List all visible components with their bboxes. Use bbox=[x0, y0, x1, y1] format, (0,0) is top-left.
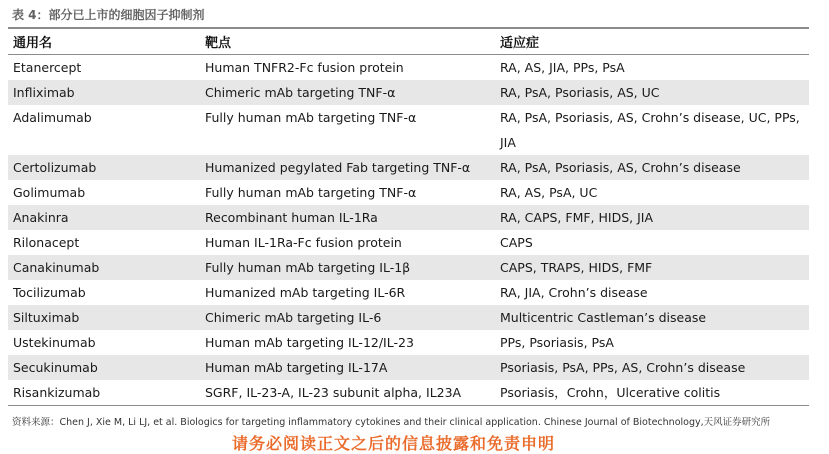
target-cell: Human IL-1Ra-Fc fusion protein bbox=[205, 235, 402, 250]
indication-cell: RA, PsA, Psoriasis, AS, UC bbox=[495, 80, 809, 105]
table-row bbox=[8, 105, 809, 155]
target-cell: SGRF, IL-23-A, IL-23 subunit alpha, IL23A bbox=[200, 380, 495, 406]
target-cell: Human mAb targeting IL-17A bbox=[200, 355, 495, 380]
table-row bbox=[8, 205, 809, 230]
header-indication: 适应症 bbox=[495, 29, 809, 55]
indication-cell: CAPS, TRAPS, HIDS, FMF bbox=[495, 255, 809, 280]
target-cell: Fully human mAb targeting TNF-α bbox=[205, 185, 417, 200]
table-row bbox=[8, 255, 809, 280]
table-row bbox=[8, 180, 809, 205]
table-row bbox=[8, 80, 809, 105]
target-cell: Human TNFR2-Fc fusion protein bbox=[205, 60, 404, 75]
table-row bbox=[8, 155, 809, 180]
target-cell: Human mAb targeting IL-12/IL-23 bbox=[205, 335, 414, 350]
generic-name-cell: Tocilizumab bbox=[13, 285, 86, 300]
target-cell: Fully human mAb targeting TNF-α bbox=[205, 110, 417, 125]
header-target: 靶点 bbox=[200, 29, 495, 55]
target-cell: Humanized mAb targeting IL-6R bbox=[205, 285, 406, 300]
generic-name-cell: Canakinumab bbox=[8, 255, 200, 280]
cytokine-inhibitor-table bbox=[8, 29, 809, 406]
target-cell: Chimeric mAb targeting TNF-α bbox=[200, 80, 495, 105]
indication-cell: Psoriasis, PsA, PPs, AS, Crohn’s disease bbox=[495, 355, 809, 380]
generic-name-cell: Ustekinumab bbox=[13, 335, 96, 350]
generic-name-cell: Secukinumab bbox=[8, 355, 200, 380]
table-row bbox=[8, 305, 809, 330]
header-generic-name: 通用名 bbox=[8, 29, 200, 55]
indication-cell: RA, PsA, Psoriasis, AS, Crohn’s disease bbox=[495, 155, 809, 180]
indication-cell: CAPS bbox=[500, 235, 533, 250]
indication-cell: RA, CAPS, FMF, HIDS, JIA bbox=[495, 205, 809, 230]
target-cell: Recombinant human IL-1Ra bbox=[200, 205, 495, 230]
generic-name-cell: Risankizumab bbox=[8, 380, 200, 406]
generic-name-cell: Certolizumab bbox=[8, 155, 200, 180]
indication-cell: RA, PsA, Psoriasis, AS, Crohn’s disease, UC, PPs, JIA bbox=[500, 110, 800, 150]
source-note: 资料来源：Chen J, Xie M, Li LJ, et al. Biologics for targeting inflammatory cytokines and their clinical application. Chinese Journal of Biotechnology,天风证券研究所 bbox=[12, 417, 771, 428]
generic-name-cell: Adalimumab bbox=[13, 110, 92, 125]
table-row bbox=[8, 355, 809, 380]
generic-name-cell: Infliximab bbox=[8, 80, 200, 105]
target-cell: Fully human mAb targeting IL-1β bbox=[200, 255, 495, 280]
generic-name-cell: Anakinra bbox=[8, 205, 200, 230]
indication-cell: RA, AS, JIA, PPs, PsA bbox=[500, 60, 625, 75]
target-cell: Humanized pegylated Fab targeting TNF-α bbox=[200, 155, 495, 180]
table-row bbox=[8, 55, 809, 81]
indication-cell: PPs, Psoriasis, PsA bbox=[500, 335, 614, 350]
table-row bbox=[8, 330, 809, 355]
indication-cell: Psoriasis，Crohn，Ulcerative colitis bbox=[495, 380, 809, 406]
generic-name-cell: Etanercept bbox=[13, 60, 82, 75]
table-caption: 表 4：部分已上市的细胞因子抑制剂 bbox=[12, 8, 205, 22]
target-cell: Chimeric mAb targeting IL-6 bbox=[200, 305, 495, 330]
indication-cell: RA, AS, PsA, UC bbox=[500, 185, 598, 200]
table-row bbox=[8, 380, 809, 406]
generic-name-cell: Golimumab bbox=[13, 185, 86, 200]
indication-cell: Multicentric Castleman’s disease bbox=[495, 305, 809, 330]
table-header-row bbox=[8, 29, 809, 55]
table-row bbox=[8, 280, 809, 305]
generic-name-cell: Rilonacept bbox=[13, 235, 80, 250]
table-row bbox=[8, 230, 809, 255]
indication-cell: RA, JIA, Crohn’s disease bbox=[500, 285, 648, 300]
disclaimer-watermark: 请务必阅读正文之后的信息披露和免责申明 bbox=[232, 434, 556, 453]
generic-name-cell: Siltuximab bbox=[8, 305, 200, 330]
